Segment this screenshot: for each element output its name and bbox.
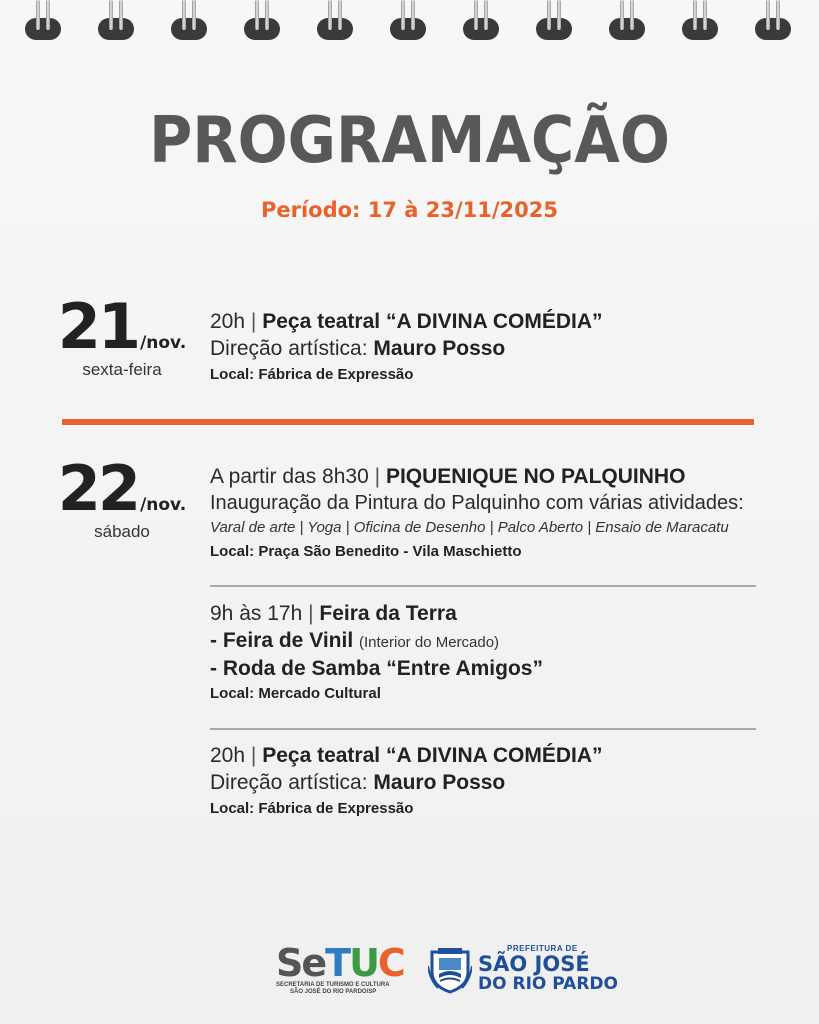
page-title: PROGRAMAÇÃO [149, 104, 670, 178]
setuc-line1: SECRETARIA DE TURISMO E CULTURA [276, 982, 390, 988]
event-divider [210, 728, 756, 730]
binding-ring-icon [244, 0, 280, 40]
director-name: Mauro Posso [373, 337, 506, 361]
event-headline: A partir das 8h30 | PIQUENIQUE NO PALQUINHO [210, 465, 686, 488]
event-headline: 9h às 17h | Feira da Terra [210, 602, 457, 625]
day-number: 21 [57, 290, 139, 363]
event-location: Local: Praça São Benedito - Vila Maschietto [210, 542, 522, 560]
day-divider [62, 419, 754, 425]
setuc-line2: SÃO JOSÉ DO RIO PARDO/SP [290, 989, 377, 995]
event-item [210, 655, 770, 682]
event-item-label: - Feira de Vinil [210, 629, 354, 653]
event-location: Local: Mercado Cultural [210, 684, 381, 702]
day-weekday: sábado [94, 522, 150, 541]
city-name-line2: DO RIO PARDO [478, 974, 618, 994]
event-headline: 20h | Peça teatral “A DIVINA COMÉDIA” [210, 744, 603, 767]
event-item [210, 627, 770, 654]
binding-ring-icon [682, 0, 718, 40]
event-time: 20h [210, 744, 246, 767]
day-21-badge [56, 290, 188, 380]
binding-ring-icon [536, 0, 572, 40]
setuc-wordmark: SeTUC [276, 941, 404, 985]
city-crest-icon [428, 946, 472, 994]
period-subtitle: Período: 17 à 23/11/2025 [260, 198, 559, 222]
event-location: Local: Fábrica de Expressão [210, 799, 414, 817]
binding-ring-icon [98, 0, 134, 40]
event-title: Peça teatral “A DIVINA COMÉDIA” [262, 744, 603, 767]
day-number: 22 [57, 452, 139, 525]
binding-ring-icon [755, 0, 791, 40]
city-prefix: PREFEITURA DE [507, 944, 578, 953]
binding-ring-icon [317, 0, 353, 40]
day-month: /nov. [140, 495, 187, 515]
event-item-label: - Roda de Samba “Entre Amigos” [210, 656, 543, 680]
day-22-badge [56, 452, 188, 542]
event-22-fair [210, 600, 770, 706]
event-direction [210, 769, 770, 796]
city-logo [428, 944, 618, 1000]
binding-ring-icon [609, 0, 645, 40]
event-location: Local: Fábrica de Expressão [210, 365, 414, 383]
event-title: Peça teatral “A DIVINA COMÉDIA” [262, 310, 603, 333]
event-item-note: (Interior do Mercado) [359, 634, 500, 652]
binding-ring-icon [171, 0, 207, 40]
event-activities: Varal de arte | Yoga | Oficina de Desenho | Palco Aberto | Ensaio de Maracatu [210, 519, 729, 537]
spiral-binding [0, 0, 819, 50]
event-time: 20h [210, 310, 246, 333]
event-title: Feira da Terra [319, 602, 457, 625]
footer-logos [0, 941, 819, 1004]
direction-label: Direção artística: [210, 771, 368, 795]
binding-ring-icon [463, 0, 499, 40]
event-headline: 20h | Peça teatral “A DIVINA COMÉDIA” [210, 310, 603, 333]
day-weekday: sexta-feira [82, 360, 162, 379]
event-title: PIQUENIQUE NO PALQUINHO [385, 465, 686, 488]
event-21-theatre [210, 308, 770, 387]
event-description: Inauguração da Pintura do Palquinho com várias atividades: [210, 492, 744, 515]
event-divider [210, 585, 756, 587]
direction-label: Direção artística: [210, 337, 368, 361]
binding-ring-icon [25, 0, 61, 40]
event-22-theatre [210, 742, 770, 821]
director-name: Mauro Posso [373, 771, 506, 795]
event-direction [210, 335, 770, 362]
city-name-line1: SÃO JOSÉ [478, 952, 590, 976]
event-time: 9h às 17h [210, 602, 303, 625]
day-month: /nov. [140, 333, 187, 353]
setuc-logo [276, 941, 404, 996]
binding-ring-icon [390, 0, 426, 40]
event-time: A partir das 8h30 [210, 465, 369, 488]
event-22-picnic [210, 463, 770, 564]
